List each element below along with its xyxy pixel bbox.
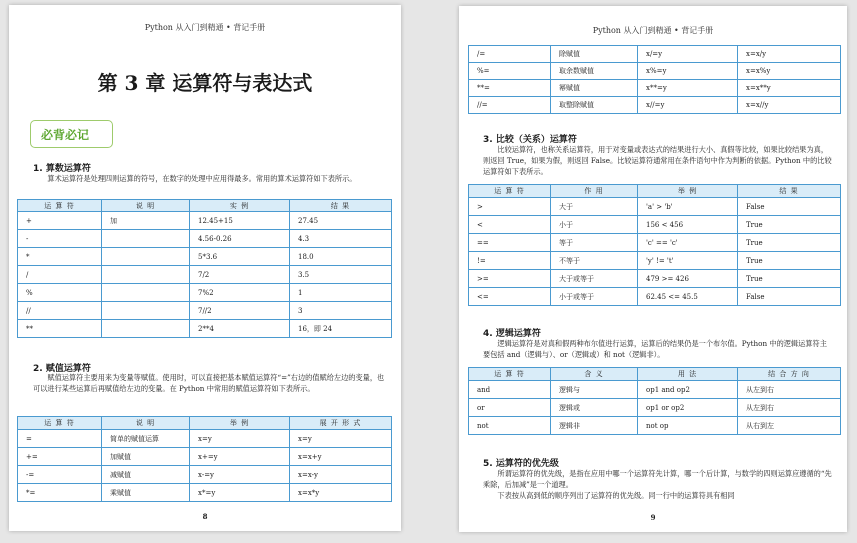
column-header: 运 算 符 — [18, 200, 102, 212]
column-header: 举 例 — [638, 185, 738, 198]
table-cell: 大于 — [551, 198, 638, 216]
column-header: 运 算 符 — [18, 417, 102, 430]
column-header: 运 算 符 — [469, 368, 551, 381]
table-cell: op1 and op2 — [638, 381, 738, 399]
column-header: 用 法 — [638, 368, 738, 381]
table-cell: *= — [18, 484, 102, 502]
table-row — [469, 198, 841, 216]
table-cell: 479 >= 426 — [638, 270, 738, 288]
table-cell: True — [738, 270, 841, 288]
table-cell: 加赋值 — [102, 448, 190, 466]
column-header: 举 例 — [190, 417, 290, 430]
table-row — [469, 63, 841, 80]
table-cell: x=y — [190, 430, 290, 448]
table-cell: x=x//y — [738, 97, 841, 114]
assignment-table — [17, 416, 392, 502]
table-row — [18, 448, 392, 466]
table-row — [469, 270, 841, 288]
comparison-table — [468, 184, 841, 306]
table-cell: 加 — [102, 212, 190, 230]
table-cell: ** — [18, 320, 102, 338]
table-cell: - — [18, 230, 102, 248]
section-body-assignment: 赋值运算符主要用来为变量等赋值。使用时，可以直接把基本赋值运算符“=”右边的值赋给左边的变量，也可以进行某些运算后再赋值给左边的变量。在 Python 中常用的赋值运算符如下表所示。 — [33, 373, 385, 393]
table-cell: 逻辑与 — [551, 381, 638, 399]
table-cell: 18.0 — [290, 248, 392, 266]
table-cell: False — [738, 198, 841, 216]
column-header: 结 果 — [738, 185, 841, 198]
page-number: 9 — [650, 513, 656, 522]
table-row — [469, 97, 841, 114]
table-cell: True — [738, 234, 841, 252]
table-cell: 幂赋值 — [551, 80, 638, 97]
table-cell: 'c' == 'c' — [638, 234, 738, 252]
table-cell: 乘赋值 — [102, 484, 190, 502]
table-cell: False — [738, 288, 841, 306]
table-row — [469, 216, 841, 234]
table-cell: > — [469, 198, 551, 216]
assignment-table-continued — [468, 45, 841, 114]
table-cell: -= — [18, 466, 102, 484]
table-cell: 大于或等于 — [551, 270, 638, 288]
table-cell: not — [469, 417, 551, 435]
table-row — [18, 320, 392, 338]
table-cell: 12.45+15 — [190, 212, 290, 230]
table-cell: 从左到右 — [738, 399, 841, 417]
section-body-arithmetic: 算术运算符是处理四则运算的符号，在数字的处理中应用得最多。常用的算术运算符如下表所示。 — [47, 174, 357, 183]
table-cell: 1 — [290, 284, 392, 302]
table-cell: 3 — [290, 302, 392, 320]
table-row — [18, 430, 392, 448]
table-cell: / — [18, 266, 102, 284]
table-cell: 取整除赋值 — [551, 97, 638, 114]
table-row — [18, 230, 392, 248]
table-cell: 小于或等于 — [551, 288, 638, 306]
table-cell: x=x%y — [738, 63, 841, 80]
table-cell: x//=y — [638, 97, 738, 114]
arithmetic-table — [17, 199, 392, 338]
table-row — [18, 284, 392, 302]
section-heading-assignment: 2. 赋值运算符 — [33, 364, 91, 374]
table-cell — [102, 320, 190, 338]
table-cell: x**=y — [638, 80, 738, 97]
column-header: 含 义 — [551, 368, 638, 381]
table-cell: 7%2 — [190, 284, 290, 302]
section-body-precedence: 所谓运算符的优先级，是指在应用中哪一个运算符先计算，哪一个后计算，与数学的四则运算应遵循的“先乘除，后加减”是一个道理。 — [483, 469, 832, 489]
table-cell: 逻辑或 — [551, 399, 638, 417]
column-header: 运 算 符 — [469, 185, 551, 198]
table-cell: * — [18, 248, 102, 266]
column-header: 说 明 — [102, 200, 190, 212]
table-cell: 取余数赋值 — [551, 63, 638, 80]
table-cell — [102, 230, 190, 248]
table-cell: + — [18, 212, 102, 230]
table-cell: x-=y — [190, 466, 290, 484]
table-row — [18, 248, 392, 266]
table-row — [469, 46, 841, 63]
table-cell: not op — [638, 417, 738, 435]
table-cell — [102, 266, 190, 284]
table-cell: == — [469, 234, 551, 252]
table-cell: x=x**y — [738, 80, 841, 97]
table-cell: x*=y — [190, 484, 290, 502]
table-cell: 逻辑非 — [551, 417, 638, 435]
section-body-logical: 逻辑运算符是对真和假两种布尔值进行运算，运算后的结果仍是一个布尔值。Python 中的逻辑运算符主要包括 and（逻辑与）、or（逻辑或）和 not（逻辑非）。 — [483, 339, 827, 359]
table-cell: x=x-y — [290, 466, 392, 484]
table-cell: 减赋值 — [102, 466, 190, 484]
table-cell: 7/2 — [190, 266, 290, 284]
table-cell: x=x/y — [738, 46, 841, 63]
table-cell: 16，即 24 — [290, 320, 392, 338]
table-cell: != — [469, 252, 551, 270]
table-cell: 等于 — [551, 234, 638, 252]
table-cell: 2**4 — [190, 320, 290, 338]
table-cell: 27.45 — [290, 212, 392, 230]
table-cell: < — [469, 216, 551, 234]
section-body-precedence-2: 下表按从高到低的顺序列出了运算符的优先级。同一行中的运算符具有相同 — [497, 491, 735, 500]
table-cell: = — [18, 430, 102, 448]
table-cell: 62.45 <= 45.5 — [638, 288, 738, 306]
table-row — [18, 212, 392, 230]
table-cell: % — [18, 284, 102, 302]
table-cell: 从左到右 — [738, 381, 841, 399]
section-body-comparison: 比较运算符，也称关系运算符，用于对变量或表达式的结果进行大小、真假等比较，如果比较结果为真，则返回 True，如果为假，则返回 False。比较运算符通常用在条件语句中作为判断的依据。Python 中的比较运算符如下表所示。 — [483, 145, 832, 176]
section-heading-logical: 4. 逻辑运算符 — [483, 329, 541, 339]
right-page — [459, 6, 847, 532]
table-row — [18, 302, 392, 320]
table-cell: // — [18, 302, 102, 320]
table-cell: True — [738, 252, 841, 270]
must-memorize-badge: 必背必记 — [30, 120, 113, 148]
logical-table — [468, 367, 841, 435]
table-cell: x=x+y — [290, 448, 392, 466]
table-cell: **= — [469, 80, 551, 97]
table-cell: 小于 — [551, 216, 638, 234]
table-cell: and — [469, 381, 551, 399]
table-cell: 从右到左 — [738, 417, 841, 435]
running-header: Python 从入门到精通 • 背记手册 — [144, 23, 266, 32]
section-heading-comparison: 3. 比较（关系）运算符 — [483, 135, 577, 145]
table-row — [469, 80, 841, 97]
table-cell: 7//2 — [190, 302, 290, 320]
column-header: 作 用 — [551, 185, 638, 198]
table-cell: x%=y — [638, 63, 738, 80]
table-cell: 'a' > 'b' — [638, 198, 738, 216]
table-row — [469, 288, 841, 306]
table-cell: or — [469, 399, 551, 417]
page-number: 8 — [202, 512, 208, 521]
table-cell: x=y — [290, 430, 392, 448]
table-cell: x+=y — [190, 448, 290, 466]
table-cell: 不等于 — [551, 252, 638, 270]
column-header: 实 例 — [190, 200, 290, 212]
table-cell — [102, 302, 190, 320]
column-header: 展 开 形 式 — [290, 417, 392, 430]
table-cell: 4.56-0.26 — [190, 230, 290, 248]
table-cell: >= — [469, 270, 551, 288]
table-row — [469, 381, 841, 399]
table-cell: /= — [469, 46, 551, 63]
table-cell: 'y' != 't' — [638, 252, 738, 270]
table-cell: x/=y — [638, 46, 738, 63]
column-header: 结 果 — [290, 200, 392, 212]
section-heading-precedence: 5. 运算符的优先级 — [483, 459, 559, 469]
table-row — [469, 234, 841, 252]
table-cell: True — [738, 216, 841, 234]
table-cell: <= — [469, 288, 551, 306]
table-cell — [102, 284, 190, 302]
table-cell: 5*3.6 — [190, 248, 290, 266]
running-header: Python 从入门到精通 • 背记手册 — [592, 26, 714, 35]
table-cell: x=x*y — [290, 484, 392, 502]
table-row — [18, 266, 392, 284]
table-cell: %= — [469, 63, 551, 80]
table-row — [469, 399, 841, 417]
table-cell: op1 or op2 — [638, 399, 738, 417]
table-row — [18, 466, 392, 484]
table-cell: //= — [469, 97, 551, 114]
column-header: 说 明 — [102, 417, 190, 430]
table-row — [469, 252, 841, 270]
table-cell: 4.3 — [290, 230, 392, 248]
section-heading-arithmetic: 1. 算数运算符 — [33, 164, 91, 174]
table-cell: 除赋值 — [551, 46, 638, 63]
table-cell: 156 < 456 — [638, 216, 738, 234]
table-row — [18, 484, 392, 502]
table-cell: 3.5 — [290, 266, 392, 284]
table-row — [469, 417, 841, 435]
chapter-title: 第 3 章 运算符与表达式 — [97, 71, 313, 95]
table-cell: += — [18, 448, 102, 466]
left-page — [9, 5, 401, 531]
table-cell: 简单的赋值运算 — [102, 430, 190, 448]
table-cell — [102, 248, 190, 266]
column-header: 结 合 方 向 — [738, 368, 841, 381]
